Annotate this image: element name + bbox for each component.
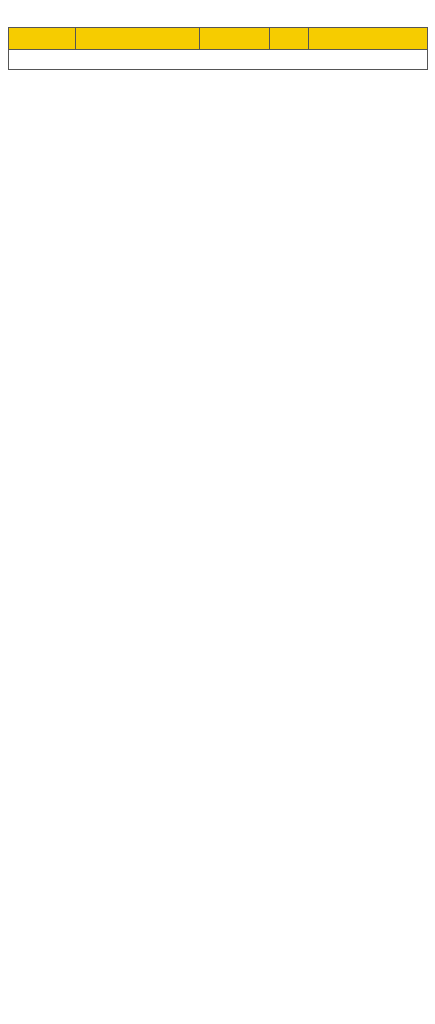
header-features [270,28,309,50]
header-row [9,28,428,50]
product-price-sheet [8,27,427,70]
header-description [76,28,200,50]
header-lamp [200,28,270,50]
product-table [8,27,428,70]
section-title [9,50,428,70]
header-product-code [9,28,76,50]
section-title-row [9,50,428,70]
header-colour [309,28,428,50]
